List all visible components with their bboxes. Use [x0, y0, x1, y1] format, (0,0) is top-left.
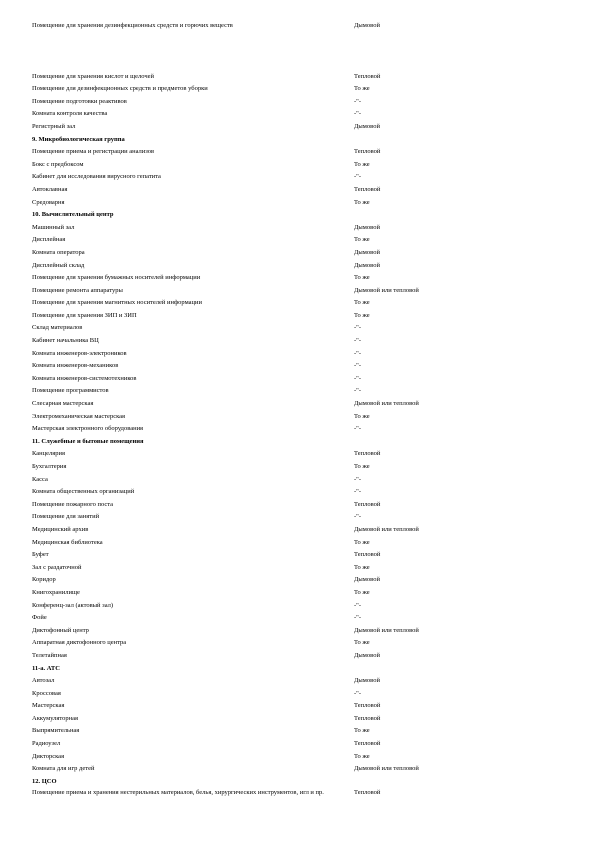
table-row	[32, 637, 572, 650]
table-row	[32, 788, 572, 810]
detector-type: Дымовой	[354, 223, 380, 231]
detector-type: -"-	[354, 374, 361, 382]
detector-type: Тепловой	[354, 148, 381, 156]
table-row	[32, 423, 572, 436]
table-row	[32, 751, 572, 764]
table-row	[32, 121, 572, 134]
room-name: Медицинский архив	[32, 525, 89, 533]
table-row	[32, 486, 572, 499]
room-name: Телетайпная	[32, 651, 67, 659]
table-row	[32, 184, 572, 197]
detector-type: Дымовой	[354, 122, 380, 130]
room-name: 11. Служебные и бытовые помещения	[32, 437, 144, 445]
room-name: Комната общественных организаций	[32, 488, 135, 496]
table-row	[32, 20, 572, 33]
room-name: Кабинет начальника ВЦ	[32, 337, 99, 345]
room-name: 12. ЦСО	[32, 777, 57, 785]
table-row	[32, 562, 572, 575]
detector-type: Дымовой или тепловой	[354, 765, 419, 773]
detector-type: Дымовой или тепловой	[354, 525, 419, 533]
table-row	[32, 108, 572, 121]
detector-type: Тепловой	[354, 500, 381, 508]
table-row	[32, 549, 572, 562]
detector-type	[354, 436, 572, 449]
detector-type: Тепловой	[354, 450, 381, 458]
room-name: Книгохранилище	[32, 588, 80, 596]
table-row	[32, 738, 572, 751]
detector-type: То же	[354, 311, 370, 319]
table-row	[32, 83, 572, 96]
table-row	[32, 360, 572, 373]
room-name: Склад материалов	[32, 324, 83, 332]
table-row	[32, 700, 572, 713]
detector-type: То же	[354, 412, 370, 420]
detector-type	[354, 776, 572, 789]
detector-type: То же	[354, 463, 370, 470]
table-row	[32, 587, 572, 600]
table-row	[32, 461, 572, 474]
table-row	[32, 713, 572, 726]
detector-type: То же	[354, 727, 370, 735]
table-row	[32, 385, 572, 398]
room-name: Помещение для хранения ЗИП и ЗИП	[32, 311, 137, 319]
detector-type: То же	[354, 85, 370, 93]
detector-type	[354, 663, 572, 676]
room-name: Выпрямительная	[32, 727, 80, 735]
room-name: 11-а. АТС	[32, 664, 60, 672]
room-name: Машинный зал	[32, 223, 75, 231]
detector-type: Дымовой	[354, 248, 380, 256]
room-name: Фойе	[32, 614, 47, 622]
room-name: Бухгалтерия	[32, 463, 67, 470]
room-name: Дикторская	[32, 752, 65, 760]
table-row	[32, 171, 572, 184]
room-name: Дисплейный склад	[32, 261, 85, 269]
room-name: Конференц-зал (актовый зал)	[32, 601, 114, 609]
room-name: Буфет	[32, 551, 49, 559]
table-row	[32, 222, 572, 235]
table-row	[32, 272, 572, 285]
room-table-main	[32, 71, 572, 811]
room-name: Помещение программистов	[32, 387, 109, 395]
detector-type: -"-	[354, 362, 361, 370]
table-row	[32, 234, 572, 247]
detector-type: -"-	[354, 689, 361, 697]
room-name: Коридор	[32, 576, 56, 584]
table-row	[32, 322, 572, 335]
detector-type	[354, 134, 572, 147]
room-name: Диктофонный центр	[32, 626, 89, 634]
detector-type: То же	[354, 198, 370, 206]
detector-type: Тепловой	[354, 714, 381, 722]
detector-type: Дымовой	[354, 651, 380, 659]
detector-type: То же	[354, 274, 370, 282]
table-row	[32, 285, 572, 298]
detector-type: -"-	[354, 337, 361, 345]
room-name: 9. Микробиологическая группа	[32, 135, 125, 143]
table-row	[32, 197, 572, 210]
table-row	[32, 675, 572, 688]
detector-type: -"-	[354, 488, 361, 496]
room-name: Дисплейная	[32, 236, 66, 244]
room-name: Помещение подготовки реактивов	[32, 97, 127, 105]
detector-type: -"-	[354, 97, 361, 105]
room-name: Комната инженеров-системотехников	[32, 374, 137, 382]
table-row	[32, 260, 572, 273]
detector-type: -"-	[354, 475, 361, 483]
room-name: Помещение для хранения бумажных носителей информации	[32, 274, 201, 282]
detector-type: Тепловой	[354, 551, 381, 559]
table-row	[32, 247, 572, 260]
section-heading	[32, 663, 572, 676]
detector-type: -"-	[354, 601, 361, 609]
room-name: Радиоузел	[32, 740, 61, 748]
table-row	[32, 511, 572, 524]
room-name: Мастерская	[32, 702, 65, 710]
detector-type: То же	[354, 299, 370, 307]
table-row	[32, 537, 572, 550]
table-row	[32, 297, 572, 310]
detector-type: Дымовой	[354, 677, 380, 685]
table-row	[32, 373, 572, 386]
table-row	[32, 335, 572, 348]
room-name: Помещение для дезинфекционных средств и предметов уборки	[32, 85, 208, 93]
table-row	[32, 574, 572, 587]
room-name: Аппаратная диктофонного центра	[32, 639, 127, 647]
table-row	[32, 474, 572, 487]
table-row	[32, 688, 572, 701]
table-row	[32, 600, 572, 613]
detector-type: -"-	[354, 614, 361, 622]
section-heading	[32, 436, 572, 449]
detector-type: -"-	[354, 513, 361, 521]
room-name: Помещение для хранения кислот и щелочей	[32, 72, 155, 80]
spacer	[32, 33, 572, 71]
room-name: Кабинет для исследования вирусного гепатита	[32, 173, 161, 181]
detector-type: То же	[354, 588, 370, 596]
detector-type: То же	[354, 538, 370, 546]
detector-type: То же	[354, 639, 370, 647]
table-row	[32, 71, 572, 84]
room-name: Кроссовая	[32, 689, 61, 697]
room-name: Помещение для хранения дезинфекционных средств и горючих веществ	[32, 22, 233, 29]
room-name: Мастерская электронного оборудования	[32, 425, 144, 433]
section-heading	[32, 209, 572, 222]
room-name: Касса	[32, 475, 48, 483]
detector-type: Дымовой или тепловой	[354, 626, 419, 634]
room-name: Комната оператора	[32, 248, 85, 256]
detector-type: Тепловой	[354, 185, 381, 193]
room-name: Комната инженеров-механиков	[32, 362, 119, 370]
table-row	[32, 159, 572, 172]
room-name: Комната для игр детей	[32, 765, 95, 773]
detector-type: Дымовой	[354, 22, 380, 29]
room-name: Аккумуляторная	[32, 714, 79, 722]
table-row	[32, 499, 572, 512]
table-row	[32, 411, 572, 424]
table-row	[32, 725, 572, 738]
detector-type: Дымовой или тепловой	[354, 286, 419, 294]
room-name: Автозал	[32, 677, 55, 685]
room-name: Зал с раздаточной	[32, 563, 82, 571]
table-row	[32, 146, 572, 159]
detector-type: Тепловой	[354, 789, 381, 797]
room-name: Комната контроля качества	[32, 110, 108, 118]
room-name: Медицинская библиотека	[32, 538, 103, 546]
detector-type: -"-	[354, 387, 361, 395]
room-name: Помещение пожарного поста	[32, 500, 114, 508]
detector-type: -"-	[354, 110, 361, 118]
room-table-top	[32, 20, 572, 33]
room-name: Комната инженеров-электроников	[32, 349, 127, 357]
section-heading	[32, 776, 572, 789]
room-name: Слесарная мастерская	[32, 400, 94, 408]
table-row	[32, 448, 572, 461]
table-row	[32, 763, 572, 776]
room-name: Средоварня	[32, 198, 65, 206]
detector-type: -"-	[354, 173, 361, 181]
detector-type: Тепловой	[354, 740, 381, 748]
room-name: Помещение для занятий	[32, 513, 100, 521]
detector-type: То же	[354, 563, 370, 571]
table-row	[32, 524, 572, 537]
table-row	[32, 612, 572, 625]
room-name: Канцелярия	[32, 450, 65, 458]
detector-type: Тепловой	[354, 702, 381, 710]
room-name: Бокс с предбоксом	[32, 160, 84, 168]
document-page	[32, 20, 572, 810]
table-row	[32, 348, 572, 361]
table-row	[32, 650, 572, 663]
detector-type: Дымовой или тепловой	[354, 400, 419, 408]
detector-type: То же	[354, 752, 370, 760]
room-name: Электромеханическая мастерская	[32, 412, 126, 420]
room-name: Помещение приема и регистрации анализов	[32, 148, 155, 156]
detector-type: То же	[354, 236, 370, 244]
room-name: Помещение ремонта аппаратуры	[32, 286, 123, 294]
detector-type: Дымовой	[354, 576, 380, 584]
room-name: 10. Вычислительный центр	[32, 211, 114, 219]
detector-type: -"-	[354, 324, 361, 332]
table-row	[32, 310, 572, 323]
detector-type	[354, 209, 572, 222]
detector-type: -"-	[354, 425, 361, 433]
detector-type: -"-	[354, 349, 361, 357]
detector-type: То же	[354, 160, 370, 168]
room-name: Помещение приема и хранения нестерильных материалов, белья, хирургических инструментов, игл и пр.	[32, 789, 324, 797]
room-name: Регистрный зал	[32, 122, 76, 130]
table-row	[32, 96, 572, 109]
detector-type: Тепловой	[354, 72, 381, 80]
detector-type: Дымовой	[354, 261, 380, 269]
room-name: Помещение для хранения магнитных носителей информации	[32, 299, 202, 307]
table-row	[32, 398, 572, 411]
room-name: Автоклавная	[32, 185, 68, 193]
section-heading	[32, 134, 572, 147]
table-row	[32, 625, 572, 638]
